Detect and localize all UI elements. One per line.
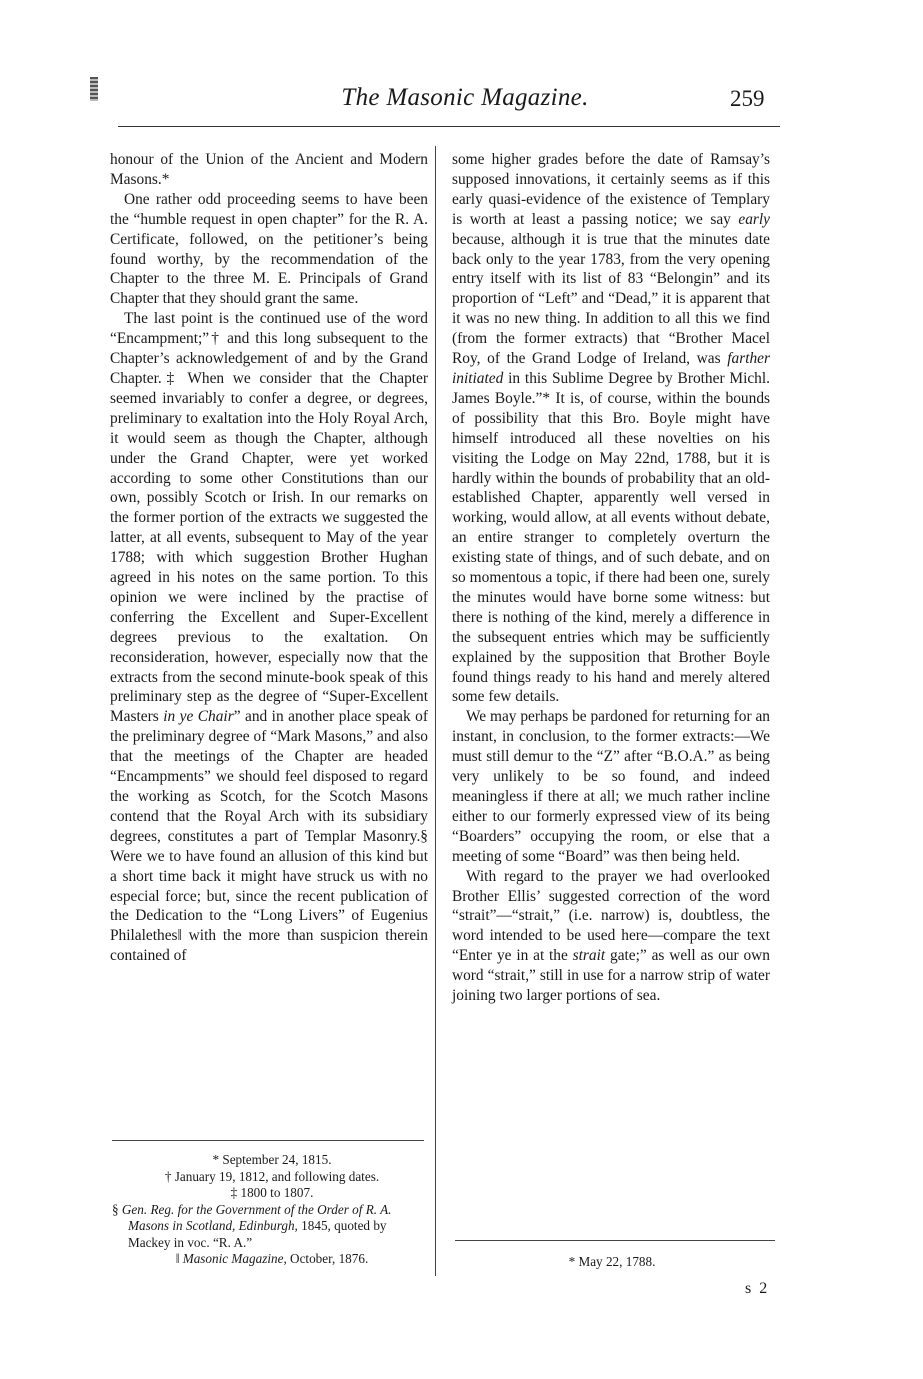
text-run: gate;” as well as our own word “strait,” still in use for a narrow strip of water joining two larger portions of sea. [452, 947, 770, 1005]
text-run: With regard to the prayer we had overlooked Brother Ellis’ suggested correction of the word “strait”—“strait,” (i.e. narrow) is, doubtless, the word intended to be used here—compare the text “Enter ye in at the [452, 867, 770, 965]
footnote: * May 22, 1788. [568, 1254, 656, 1269]
text-run: some higher grades before the date of Ramsay’s supposed innovations, it certainly seems as if this early quasi-evidence of the existence of Templary is worth at least a passing notice; we say [452, 151, 770, 228]
header-rule [118, 126, 780, 127]
paragraph: One rather odd proceeding seems to have been the “humble request in open chapter” for the R. A. Certificate, followed, on the petitioner’s being found worthy, by the recommendation of the Chapter to the three M. E. Principals of Grand Chapter that they should grant the same. [110, 190, 428, 308]
text-run: 1845, quoted by Mackey in voc. “R. A.” [128, 1218, 387, 1250]
text-run: October, 1876. [286, 1251, 369, 1266]
footnote [112, 1202, 432, 1252]
italic-run: in ye Chair [163, 708, 234, 726]
italic-run: Gen. Reg. [121, 1201, 175, 1217]
page-number: 259 [730, 86, 765, 111]
footnote [112, 1251, 432, 1268]
paragraph [452, 867, 770, 1006]
footnote: † January 19, 1812, and following dates. [164, 1168, 380, 1184]
text-run: in this Sublime Degree by Brother Michl. James Boyle.”* It is, of course, within the bounds of possibility that this Bro. Boyle might have himself introduced all these novelties on his visiting the Lodge on May 22nd, 1788, but it is hardly within the bounds of probability that an old-established Chapter, apparently well versed in working, would allow, at all events without debate, an entire stranger to completely overturn the existing state of things, and of such debate, and on so momentous a topic, if there had been one, surely the minutes would have borne some witness: but there is nothing of the kind, merely a difference in the subsequent entries which may be sufficiently explained by the supposition that Brother Boyle found things ready to his hand and merely altered some few details. [452, 369, 770, 706]
footnote-rule-right [455, 1240, 775, 1241]
footnote: ‡ 1800 to 1807. [230, 1185, 314, 1200]
text-run: The last point is the continued use of the word “Encampment;”† and this long subsequent to the Chapter’s acknowledgement of and by the Grand Chapter.‡ When we consider that the Chapter seemed invariably to confer a degree, or degrees, preliminary to exaltation into the Holy Royal Arch, it would seem as though the Chapter, although under the Grand Chapter, were yet worked according to some other Constitutions than our own, possibly Scotch or Irish. In our remarks on the former portion of the extracts we suggested the latter, at all events, subsequent to May of the year 1788; with which suggestion Brother Hughan agreed in his notes on the same portion. To this opinion we were inclined by the practise of conferring the Excellent and Super-Excellent degrees previous to the exaltation. On reconsideration, however, especially now that the extracts from the second minute-book speak of this preliminary step as the degree of “Super-Excellent Masters [110, 310, 428, 726]
footnote: * September 24, 1815. [212, 1152, 332, 1167]
running-title: The Masonic Magazine. [341, 84, 589, 111]
text-run: because, although it is true that the minutes date back only to the year 1783, from the very opening entry itself with its list of 83 “Belongin” and its proportion of “Left” and “Dead,” it is apparent that it was no new thing. In addition to all this we find (from the former extracts) that “Brother Macel Roy, of the Grand Lodge of Ireland, was [452, 230, 770, 368]
binding-mark [90, 77, 98, 101]
column-divider [435, 146, 436, 1276]
footnotes-right [452, 1254, 772, 1271]
left-column [110, 150, 428, 966]
paragraph: honour of the Union of the Ancient and Modern Masons.* [110, 151, 428, 188]
paragraph [452, 150, 770, 707]
italic-run: strait [572, 947, 606, 965]
paragraph [110, 309, 428, 966]
signature-mark: s 2 [745, 1280, 770, 1297]
text-run: § [112, 1201, 122, 1217]
italic-run: for the Government of the Order of R. A. Masons in Scotland, Edinburgh, [128, 1201, 392, 1233]
footnotes-left [112, 1152, 432, 1268]
right-column [452, 150, 770, 1006]
footnote-rule-left [112, 1140, 424, 1141]
italic-run: farther initiated [452, 350, 770, 387]
text-run: ‖ [175, 1251, 183, 1266]
italic-run: early [738, 210, 770, 228]
paragraph: We may perhaps be pardoned for returning for an instant, in conclusion, to the former extracts:—We must still demur to the “Z” after “B.O.A.” as being very unlikely to be so found, and indeed meaningless if there at all; we much rather incline either to our formerly expressed view of its being “Boarders” occupying the room, or else that a meeting of some “Board” was then being held. [452, 708, 770, 865]
text-run: ” and in another place speak of the preliminary degree of “Mark Masons,” and also that the meetings of the Chapter are headed “Encampments” we should feel disposed to regard the working as Scotch, for the Scotch Masons contend that the Royal Arch with its subsidiary degrees, constitutes a part of Templar Masonry.§ Were we to have found an allusion of this kind but a short time back it might have struck us with no especial force; but, since the recent publication of the Dedication to the “Long Livers” of Eugenius Philalethes‖ with the more than suspicion therein contained of [110, 708, 428, 965]
italic-run: Masonic Magazine, [182, 1251, 287, 1266]
